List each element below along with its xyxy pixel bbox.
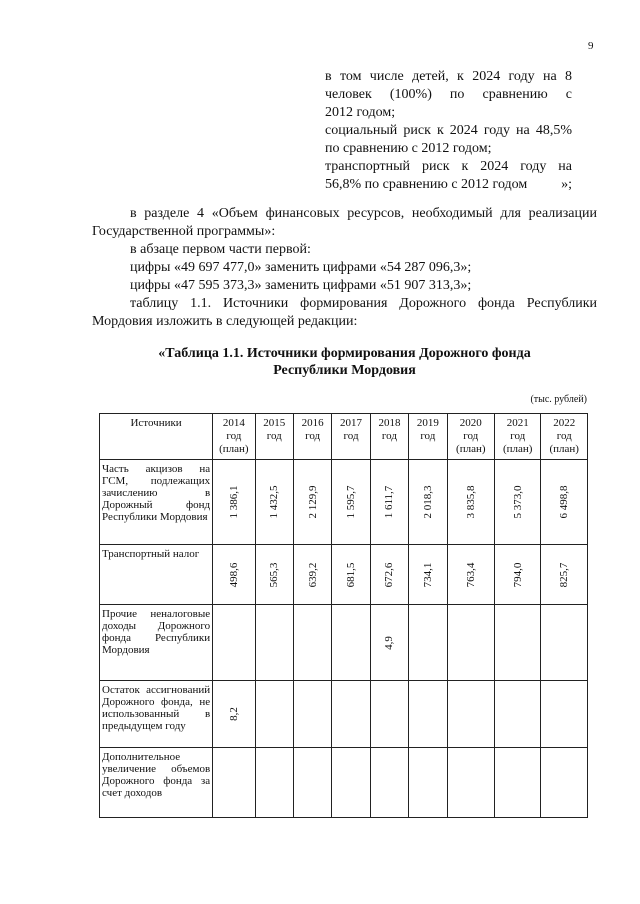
note-line-last: 56,8% по сравнению с 2012 годом »; xyxy=(325,177,572,192)
value-cell xyxy=(255,748,293,818)
cell-value: 3 835,8 xyxy=(464,485,477,519)
table-row xyxy=(100,605,588,681)
cell-value: 639,2 xyxy=(306,562,319,587)
header-year: 2019 год xyxy=(409,414,447,460)
cell-value: 1 595,7 xyxy=(345,485,358,519)
cell-value: 5 373,0 xyxy=(511,485,524,519)
table-unit: (тыс. рублей) xyxy=(530,394,587,405)
source-cell: Остаток ассигнований Дорожного фонда, не использованный в предыдущем году xyxy=(100,681,213,748)
value-cell xyxy=(370,460,408,545)
table-row xyxy=(100,681,588,748)
value-cell xyxy=(409,681,447,748)
value-cell xyxy=(495,545,541,605)
body-text xyxy=(92,205,597,331)
header-year: 2014 год (план) xyxy=(213,414,255,460)
source-cell: Часть акцизов на ГСМ, подлежащих зачислению в Дорожный фонд Республики Мордовия xyxy=(100,460,213,545)
header-year: 2017 год xyxy=(332,414,370,460)
cell-value: 1 611,7 xyxy=(383,485,396,519)
source-cell: Транспортный налог xyxy=(100,545,213,605)
value-cell xyxy=(293,605,331,681)
value-cell xyxy=(213,681,255,748)
cell-value: 794,0 xyxy=(511,562,524,587)
cell-value: 2 018,3 xyxy=(421,485,434,519)
note-line: по сравнению с 2012 годом; xyxy=(325,141,492,156)
cell-value: 672,6 xyxy=(383,562,396,587)
value-cell xyxy=(541,748,588,818)
table-row xyxy=(100,748,588,818)
funding-sources-table xyxy=(99,413,588,818)
value-cell xyxy=(332,748,370,818)
cell-value: 825,7 xyxy=(558,562,571,587)
value-cell xyxy=(370,605,408,681)
value-cell xyxy=(255,460,293,545)
paragraph-line: цифры «47 595 373,3» заменить цифрами «51 907 313,3»; xyxy=(130,278,472,293)
value-cell xyxy=(541,605,588,681)
value-cell xyxy=(332,460,370,545)
header-year: 2015 год xyxy=(255,414,293,460)
note-line: человек (100%) по сравнению с xyxy=(325,87,572,102)
value-cell xyxy=(332,681,370,748)
value-cell xyxy=(495,748,541,818)
paragraph-line: в абзаце первом части первой: xyxy=(130,242,311,257)
value-cell xyxy=(213,460,255,545)
paragraph-line: Мордовия изложить в следующей редакции: xyxy=(92,314,358,329)
note-line: 2012 годом; xyxy=(325,105,396,120)
paragraph-line: в разделе 4 «Объем финансовых ресурсов, необходимый для реализации xyxy=(130,206,597,221)
value-cell xyxy=(447,460,494,545)
value-cell xyxy=(447,748,494,818)
cell-value: 4,9 xyxy=(383,635,396,650)
cell-value: 763,4 xyxy=(464,562,477,587)
table-header-row xyxy=(100,414,588,460)
cell-value: 681,5 xyxy=(345,562,358,587)
value-cell xyxy=(370,681,408,748)
value-cell xyxy=(293,748,331,818)
header-year: 2022 год (план) xyxy=(541,414,588,460)
header-year: 2016 год xyxy=(293,414,331,460)
cell-value: 1 432,5 xyxy=(268,485,281,519)
source-cell: Дополнительное увеличение объемов Дорожного фонда за счет доходов xyxy=(100,748,213,818)
value-cell xyxy=(332,605,370,681)
cell-value: 8,2 xyxy=(227,707,240,721)
value-cell xyxy=(293,545,331,605)
value-cell xyxy=(213,605,255,681)
cell-value: 1 386,1 xyxy=(227,485,240,519)
header-year: 2020 год (план) xyxy=(447,414,494,460)
page-number: 9 xyxy=(588,40,594,52)
value-cell xyxy=(370,545,408,605)
value-cell xyxy=(447,681,494,748)
note-line: в том числе детей, к 2024 году на 8 xyxy=(325,69,572,84)
cell-value: 2 129,9 xyxy=(306,485,319,519)
table-row xyxy=(100,460,588,545)
value-cell xyxy=(409,545,447,605)
table-row xyxy=(100,545,588,605)
value-cell xyxy=(293,681,331,748)
value-cell xyxy=(495,681,541,748)
value-cell xyxy=(255,605,293,681)
amendment-note xyxy=(325,68,572,194)
value-cell xyxy=(255,545,293,605)
header-source: Источники xyxy=(100,414,213,460)
value-cell xyxy=(409,605,447,681)
cell-value: 498,6 xyxy=(227,562,240,587)
value-cell xyxy=(541,460,588,545)
cell-value: 6 498,8 xyxy=(558,485,571,519)
value-cell xyxy=(409,748,447,818)
header-year: 2018 год xyxy=(370,414,408,460)
value-cell xyxy=(255,681,293,748)
value-cell xyxy=(541,681,588,748)
header-year: 2021 год (план) xyxy=(495,414,541,460)
note-line: социальный риск к 2024 году на 48,5% xyxy=(325,123,572,138)
paragraph-line: таблицу 1.1. Источники формирования Дорожного фонда Республики xyxy=(130,296,597,311)
value-cell xyxy=(495,460,541,545)
value-cell xyxy=(409,460,447,545)
table-title: «Таблица 1.1. Источники формирования Дорожного фонда Республики Мордовия xyxy=(158,346,531,378)
value-cell xyxy=(370,748,408,818)
cell-value: 734,1 xyxy=(421,562,434,587)
source-cell: Прочие неналоговые доходы Дорожного фонда Республики Мордовия xyxy=(100,605,213,681)
value-cell xyxy=(332,545,370,605)
value-cell xyxy=(541,545,588,605)
value-cell xyxy=(213,545,255,605)
value-cell xyxy=(447,545,494,605)
paragraph-line: цифры «49 697 477,0» заменить цифрами «54 287 096,3»; xyxy=(130,260,472,275)
value-cell xyxy=(447,605,494,681)
value-cell xyxy=(293,460,331,545)
paragraph-line: Государственной программы»: xyxy=(92,224,276,239)
value-cell xyxy=(213,748,255,818)
cell-value: 565,3 xyxy=(268,562,281,587)
value-cell xyxy=(495,605,541,681)
note-line: транспортный риск к 2024 году на xyxy=(325,159,572,174)
